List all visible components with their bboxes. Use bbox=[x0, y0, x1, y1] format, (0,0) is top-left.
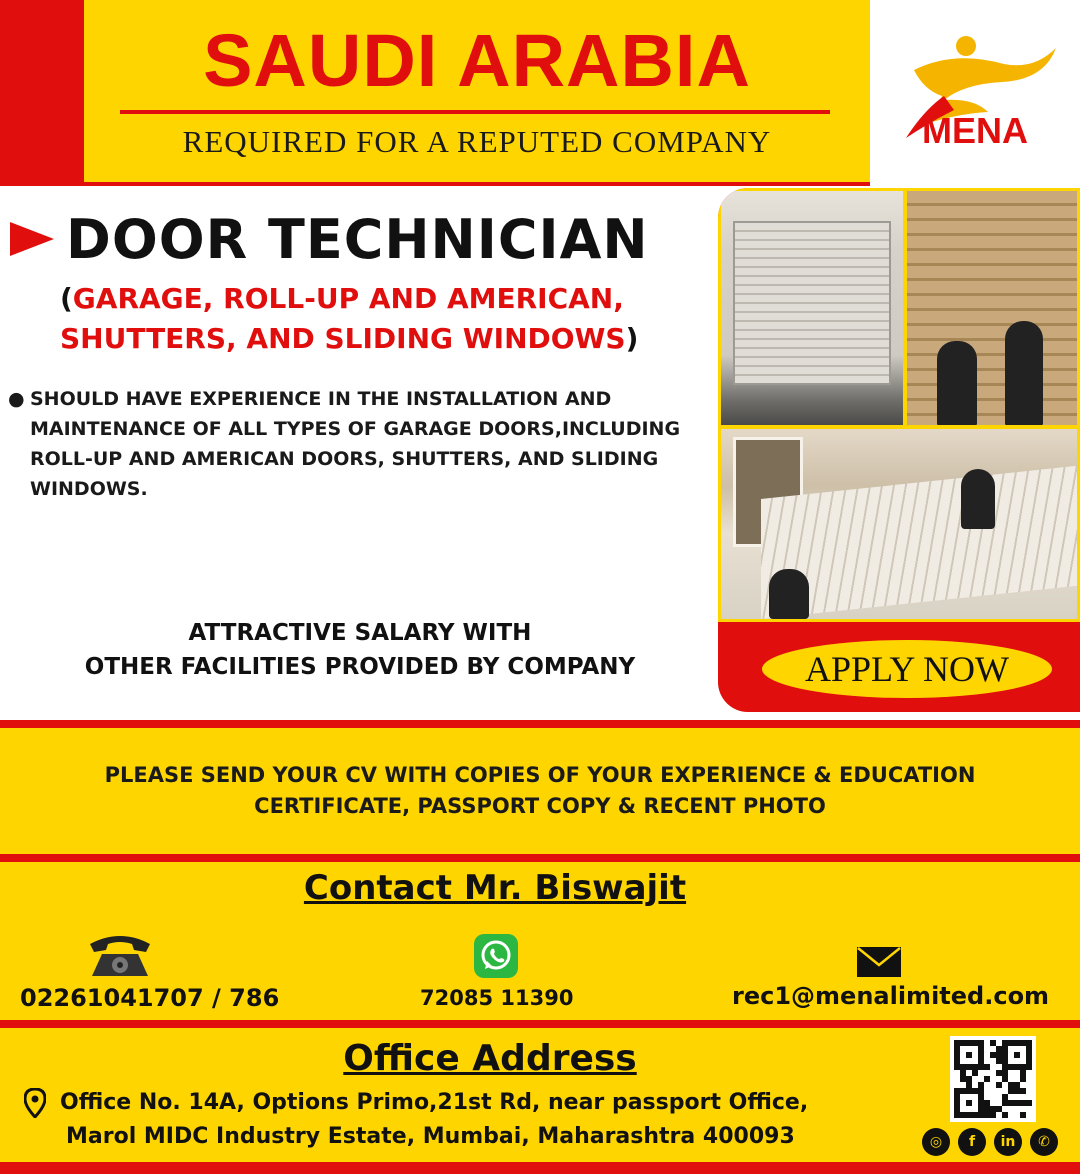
play-arrow-icon bbox=[10, 222, 54, 256]
shutter-door-graphic bbox=[733, 221, 891, 385]
office-heading-text: Office Address bbox=[343, 1038, 637, 1079]
job-subtitle-line1: GARAGE, ROLL-UP AND AMERICAN, bbox=[72, 282, 624, 315]
technician-figure bbox=[937, 341, 977, 427]
mena-logo-text: MENA bbox=[922, 110, 1028, 151]
salary-line1: ATTRACTIVE SALARY WITH bbox=[188, 620, 532, 646]
contact-heading-text: Contact Mr. Biswajit bbox=[303, 868, 687, 908]
requirement-text: SHOULD HAVE EXPERIENCE IN THE INSTALLATION AND MAINTENANCE OF ALL TYPES OF GARAGE DOORS,INCLUDING ROLL-UP AND AMERICAN DOORS, SHUTTERS, AND SLIDING WINDOWS. bbox=[30, 388, 681, 500]
country-title: SAUDI ARABIA bbox=[203, 19, 751, 102]
office-address-line1: Office No. 14A, Options Primo,21st Rd, near passport Office, bbox=[60, 1090, 809, 1115]
technician-figure bbox=[961, 469, 995, 529]
photo-technicians-at-shutter bbox=[904, 188, 1080, 428]
job-title: DOOR TECHNICIAN bbox=[66, 208, 649, 271]
qr-module bbox=[1026, 1112, 1032, 1118]
photo-garage-shutter bbox=[718, 188, 906, 428]
cv-line1: PLEASE SEND YOUR CV WITH COPIES OF YOUR EXPERIENCE & EDUCATION bbox=[104, 763, 976, 787]
whatsapp-number[interactable]: 72085 11390 bbox=[420, 986, 574, 1010]
bullet-dot-icon: ● bbox=[8, 388, 25, 410]
header-subtitle: REQUIRED FOR A REPUTED COMPANY bbox=[182, 124, 772, 159]
technician-figure bbox=[1005, 321, 1043, 427]
instagram-icon[interactable]: ◎ bbox=[922, 1128, 950, 1156]
header-red-block bbox=[0, 0, 84, 186]
envelope-icon[interactable] bbox=[856, 946, 902, 978]
contact-heading bbox=[0, 868, 990, 908]
phone-number[interactable]: 02261041707 / 786 bbox=[20, 984, 280, 1012]
telephone-icon bbox=[84, 930, 156, 978]
salary-line2: OTHER FACILITIES PROVIDED BY COMPANY bbox=[84, 654, 636, 680]
apply-now-button[interactable]: APPLY NOW bbox=[762, 640, 1052, 698]
social-links bbox=[922, 1128, 1072, 1158]
whatsapp-icon[interactable] bbox=[474, 934, 518, 978]
office-address-line2: Marol MIDC Industry Estate, Mumbai, Maharashtra 400093 bbox=[66, 1124, 795, 1149]
job-subtitle bbox=[60, 279, 720, 359]
job-subtitle-line2: SHUTTERS, AND SLIDING WINDOWS bbox=[60, 322, 626, 355]
office-heading bbox=[0, 1038, 980, 1079]
job-requirement bbox=[8, 384, 723, 504]
title-divider bbox=[120, 110, 830, 114]
qr-code[interactable] bbox=[950, 1036, 1036, 1122]
whatsapp-social-icon[interactable]: ✆ bbox=[1030, 1128, 1058, 1156]
cv-line2: CERTIFICATE, PASSPORT COPY & RECENT PHOTO bbox=[254, 794, 826, 818]
map-pin-icon bbox=[24, 1088, 46, 1118]
linkedin-icon[interactable]: in bbox=[994, 1128, 1022, 1156]
technician-figure bbox=[769, 569, 809, 619]
email-address[interactable]: rec1@menalimited.com bbox=[732, 982, 1050, 1010]
subtitle-close-paren: ) bbox=[625, 322, 639, 355]
photo-shutter-assembly bbox=[718, 426, 1080, 622]
facebook-icon[interactable]: f bbox=[958, 1128, 986, 1156]
cv-instructions bbox=[20, 760, 1060, 822]
salary-note bbox=[0, 616, 720, 684]
photo-collage bbox=[718, 188, 1080, 712]
subtitle-open-paren: ( bbox=[60, 282, 73, 315]
footer-red-line bbox=[0, 1162, 1080, 1174]
qr-code-pattern bbox=[954, 1040, 1032, 1118]
